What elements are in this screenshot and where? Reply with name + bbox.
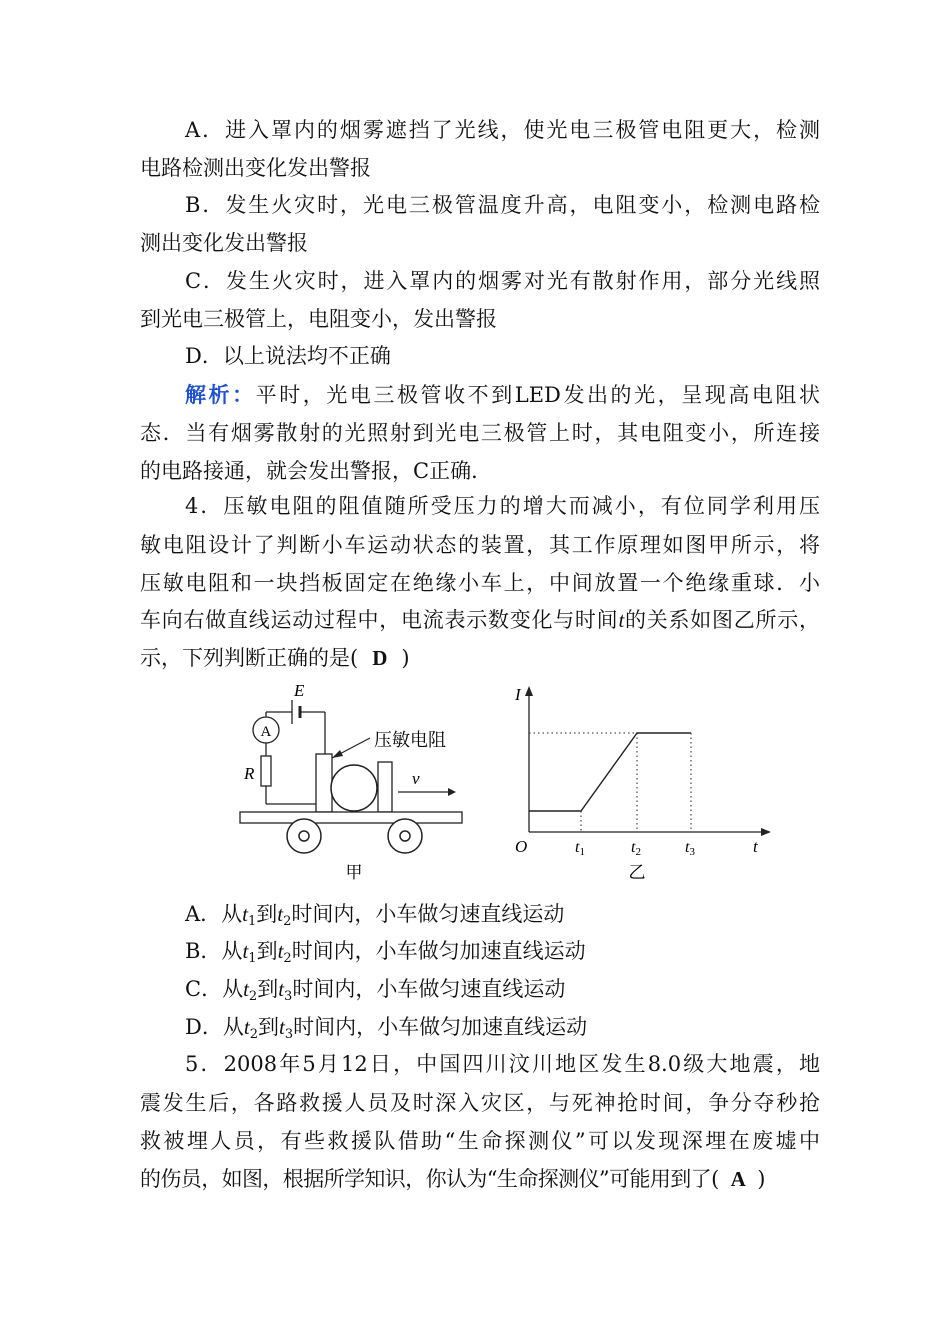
label-v: v [412,769,420,788]
q3-analysis-line3: 的电路接通，就会发出警报，C正确． [140,459,493,483]
label-pressure-resistor: 压敏电阻 [374,730,446,750]
tick-t1: t1 [575,839,585,858]
current-time-graph [505,680,775,885]
q5-answer: A [730,1167,746,1191]
analysis-label: 解析： [185,382,256,407]
q3-option-d: D．以上说法均不正确 [185,344,391,368]
resistor-icon [261,756,271,786]
q4-option-d: D．从$t_2$到$t_3$时间内，小车做匀加速直线运动 [185,1015,588,1042]
baffle [378,762,392,812]
q4-stem-line2: 敏电阻设计了判断小车运动状态的装置，其工作原理如图甲所示，将 [140,533,820,557]
q3-option-c-line2: 到光电三极管上，电阻变小，发出警报 [140,307,497,331]
caption-yi: 乙 [628,863,646,882]
q4-option-a: A．从$t_1$到$t_2$时间内，小车做匀速直线运动 [185,902,565,929]
q3-option-c-line1: C．发生火灾时，进入罩内的烟雾对光有散射作用，部分光线照 [185,269,820,293]
circuit-cart-figure [230,680,480,885]
q3-option-a-line2: 电路检测出变化发出警报 [140,156,371,180]
q5-stem-line2: 震发生后，各路救援人员及时深入灾区，与死神抢时间，争分夺秒抢 [140,1091,820,1115]
pressure-sensor [316,754,332,812]
label-E: E [294,681,305,700]
q4-stem-line4: 车向右做直线运动过程中，电流表示数变化与时间t的关系如图乙所示， [140,608,821,632]
q5-stem-line1: 5．2008年5月12日，中国四川汶川地区发生8.0级大地震，地 [185,1052,820,1076]
current-series-line [529,733,691,811]
q5-stem-line3: 救被埋人员，有些救援队借助“生命探测仪”可以发现深埋在废墟中 [140,1129,820,1153]
tick-t2: t2 [631,839,641,858]
q4-stem-line5: 示，下列判断正确的是( D ) [140,646,410,670]
label-I: I [515,685,521,704]
q3-analysis-line2: 态．当有烟雾散射的光照射到光电三极管上时，其电阻变小，所连接 [140,421,820,445]
q4-option-b: B．从$t_1$到$t_2$时间内，小车做匀加速直线运动 [185,939,586,966]
q3-option-b-line1: B．发生火灾时，光电三极管温度升高，电阻变小，检测电路检 [185,193,820,217]
ball [331,765,377,811]
q3-analysis-line1: 解析：平时，光电三极管收不到LED发出的光，呈现高电阻状 [185,382,820,407]
q4-answer: D [372,646,388,670]
q4-option-c: C．从$t_2$到$t_3$时间内，小车做匀速直线运动 [185,977,566,1004]
label-R: R [244,764,255,783]
q3-option-a-line1: A．进入罩内的烟雾遮挡了光线，使光电三极管电阻更大，检测 [185,118,820,142]
x-axis-arrow [761,828,771,836]
y-axis-arrow [525,686,533,696]
label-A: A [260,724,272,740]
label-t: t [753,837,758,856]
q4-stem-line1: 4．压敏电阻的阻值随所受压力的增大而减小，有位同学利用压 [185,494,820,518]
q4-stem-line3: 压敏电阻和一块挡板固定在绝缘小车上，中间放置一个绝缘重球．小 [140,571,820,595]
tick-t3: t3 [685,839,695,858]
q3-option-b-line2: 测出变化发出警报 [140,231,308,255]
caption-jia: 甲 [345,863,363,882]
label-O: O [515,837,528,856]
cart-body [240,812,462,823]
q5-stem-line4: 的伤员，如图，根据所学知识，你认为“生命探测仪”可能用到了( A ) [140,1167,765,1191]
